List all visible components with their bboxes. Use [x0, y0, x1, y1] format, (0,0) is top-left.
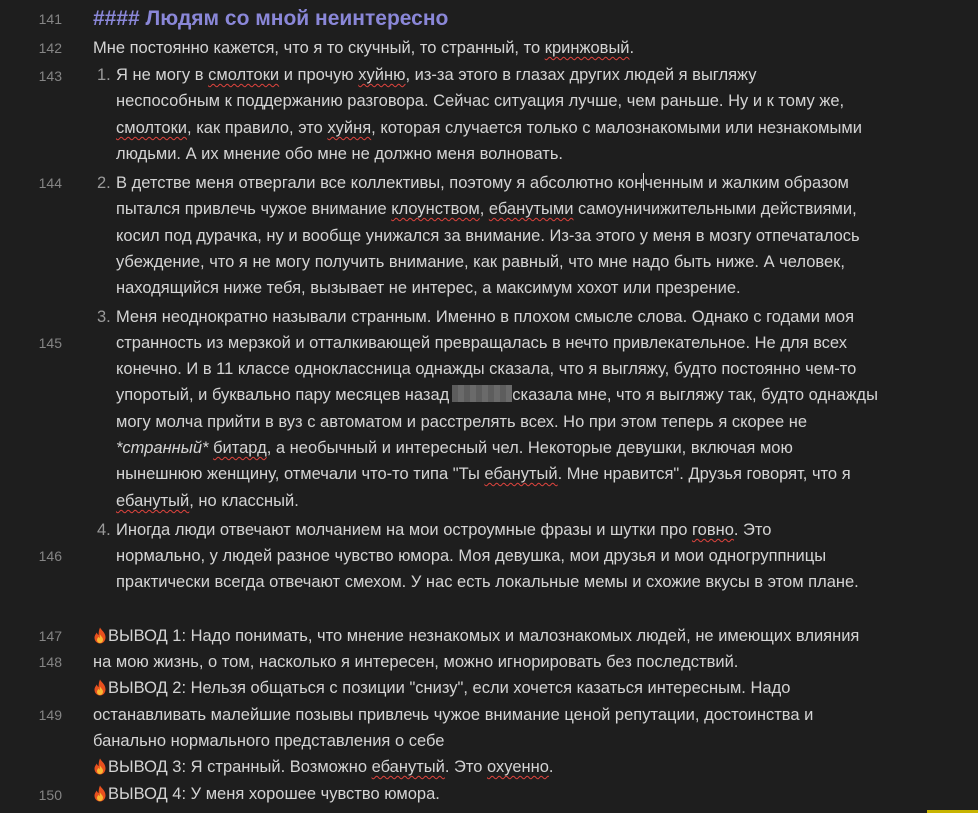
line-number: 150 [38, 787, 62, 803]
line-number: 144 [38, 175, 62, 191]
line-number: 147 [38, 628, 62, 644]
list-item-line [116, 117, 862, 139]
line-number: 146 [38, 548, 62, 564]
line-number: 143 [38, 68, 62, 84]
text-run: ВЫВОД 2: Нельзя общаться с позиции "снизу", если хочется казаться интересным. Надо [108, 679, 791, 697]
text-run: Я не могу в [116, 66, 209, 84]
text-run: . Это [444, 758, 488, 776]
conclusion-line [93, 651, 738, 673]
text-run: неспособным к поддержанию разговора. Сейчас ситуация лучше, чем раньше. Ну и к тому же, [116, 92, 845, 110]
fire-emoji-icon [93, 758, 107, 775]
intro-text: . [629, 39, 635, 57]
text-run: . Мне нравится". Друзья говорят, что я [557, 465, 851, 483]
text-run: . Это [733, 521, 772, 539]
text-run: , как правило, это [187, 119, 328, 137]
text-run: косил под дурачка, ну и вообще унижался за внимание. Из-за этого у меня в мозгу отпечаталось [116, 227, 860, 245]
text-run: могу молча прийти в вуз с автоматом и расстрелять всех. Но при этом теперь я скорее не [116, 413, 808, 431]
text-run: ченным и жалким образом [644, 174, 849, 192]
line-number: 149 [38, 707, 62, 723]
list-marker: 2. [97, 174, 111, 192]
list-item-line [116, 172, 849, 194]
misspelled-word[interactable]: хуйня [327, 119, 372, 137]
text-run: конечно. И в 11 классе одноклассница однажды сказала, что я выгляжу, будто постоянно чем-то [116, 360, 857, 378]
text-run: . [548, 758, 554, 776]
conclusion-line [93, 677, 790, 699]
text-run: убеждение, что я не могу получить внимание, как равный, что мне надо быть ниже. А человек, [116, 253, 845, 271]
list-item-line [116, 358, 856, 380]
list-item-line [116, 251, 845, 273]
text-run: банально нормального представления о себе [93, 732, 445, 750]
conclusion-line [93, 756, 554, 778]
text-run: ВЫВОД 4: У меня хорошее чувство юмора. [108, 785, 440, 803]
list-item-line [116, 571, 859, 593]
document-content[interactable] [93, 0, 973, 813]
text-run: Меня неоднократно называли странным. Именно в плохом смысле слова. Однако с годами моя [116, 308, 855, 326]
intro-text: Мне постоянно кажется, что я то скучный, то странный, то [93, 39, 545, 57]
list-item-line [116, 90, 844, 112]
line-number: 145 [38, 335, 62, 351]
misspelled-word[interactable]: клоунством [391, 200, 480, 218]
list-item-line [116, 64, 757, 86]
list-marker: 4. [97, 521, 111, 539]
misspelled-word[interactable]: битард [213, 439, 267, 457]
text-run: , которая случается только с малознакомыми или незнакомыми [371, 119, 862, 137]
fire-emoji-icon [93, 679, 107, 696]
emphasis-text: *странный* [116, 439, 209, 457]
text-run: и прочую [279, 66, 359, 84]
text-run: нормально, у людей разное чувство юмора. Моя девушка, мои друзья и мои одногруппницы [116, 547, 827, 565]
text-run: пытался привлечь чужое внимание [116, 200, 392, 218]
list-item-line [116, 411, 807, 433]
list-item-line [116, 306, 854, 328]
text-run: странность из мерзкой и отталкивающей превращалась в нечто привлекательное. Не для всех [116, 334, 847, 352]
text-run: останавливать малейшие позывы привлечь чужое внимание ценой репутации, достоинства и [93, 706, 814, 724]
text-run: людьми. А их мнение обо мне не должно меня волновать. [116, 145, 564, 163]
misspelled-word[interactable]: ебанутый [116, 492, 190, 510]
conclusion-line [93, 625, 859, 647]
misspelled-word[interactable]: ебанутый [371, 758, 445, 776]
text-run: самоуничижительными действиями, [573, 200, 857, 218]
line-number: 141 [38, 11, 62, 27]
list-item-line [116, 198, 857, 220]
line-number: 142 [38, 40, 62, 56]
text-run: на мою жизнь, о том, насколько я интересен, можно игнорировать без последствий. [93, 653, 739, 671]
list-marker: 3. [97, 308, 111, 326]
misspelled-word[interactable]: говно [692, 521, 734, 539]
text-run: , но классный. [189, 492, 299, 510]
text-run: нынешнюю женщину, отмечали что-то типа "Ты [116, 465, 485, 483]
intro-line [93, 37, 634, 59]
fire-emoji-icon [93, 785, 107, 802]
list-item-line [116, 490, 299, 512]
list-item-line [116, 225, 860, 247]
text-run: ВЫВОД 3: Я странный. Возможно [108, 758, 372, 776]
text-run: находящийся ниже тебя, вызывает не интерес, а максимум хохот или презрение. [116, 279, 741, 297]
list-item-line [116, 143, 563, 165]
list-item-line [116, 463, 851, 485]
misspelled-word[interactable]: хуйню [358, 66, 406, 84]
text-run: практически всегда отвечают смехом. У нас есть локальные мемы и схожие вкусы в этом плане. [116, 573, 859, 591]
conclusion-line [93, 704, 813, 726]
text-run: , а необычный и интересный чел. Некоторые девушки, включая мою [266, 439, 793, 457]
text-run: упоротый, и буквально пару месяцев назад [116, 386, 450, 404]
misspelled-word[interactable]: ебанутыми [488, 200, 574, 218]
list-item-line [116, 545, 826, 567]
list-item-line [116, 332, 847, 354]
line-number: 148 [38, 654, 62, 670]
misspelled-word[interactable]: смолтоки [116, 119, 188, 137]
list-item-line [116, 384, 878, 406]
section-heading: #### Людям со мной неинтересно [93, 7, 449, 30]
list-item-line [116, 519, 771, 541]
text-run: , [479, 200, 489, 218]
misspelled-word[interactable]: ебанутый [484, 465, 558, 483]
misspelled-word[interactable]: кринжовый [544, 39, 630, 57]
text-run: ВЫВОД 1: Надо понимать, что мнение незнакомых и малознакомых людей, не имеющих влияния [108, 627, 860, 645]
conclusion-line [93, 783, 440, 805]
text-run: В детстве меня отвергали все коллективы, поэтому я абсолютно кон [116, 174, 644, 192]
list-marker: 1. [97, 66, 111, 84]
text-run: Иногда люди отвечают молчанием на мои остроумные фразы и шутки про [116, 521, 692, 539]
list-item-line [116, 437, 793, 459]
misspelled-word[interactable]: смолтоки [208, 66, 280, 84]
fire-emoji-icon [93, 627, 107, 644]
text-run: сказала мне, что я выгляжу так, будто однажды [512, 386, 878, 404]
line-number-gutter [0, 0, 80, 813]
misspelled-word[interactable]: охуенно [487, 758, 549, 776]
text-run: , из-за этого в глазах других людей я выгляжу [405, 66, 757, 84]
redacted-block [452, 385, 512, 402]
conclusion-line [93, 730, 444, 752]
list-item-line [116, 277, 741, 299]
